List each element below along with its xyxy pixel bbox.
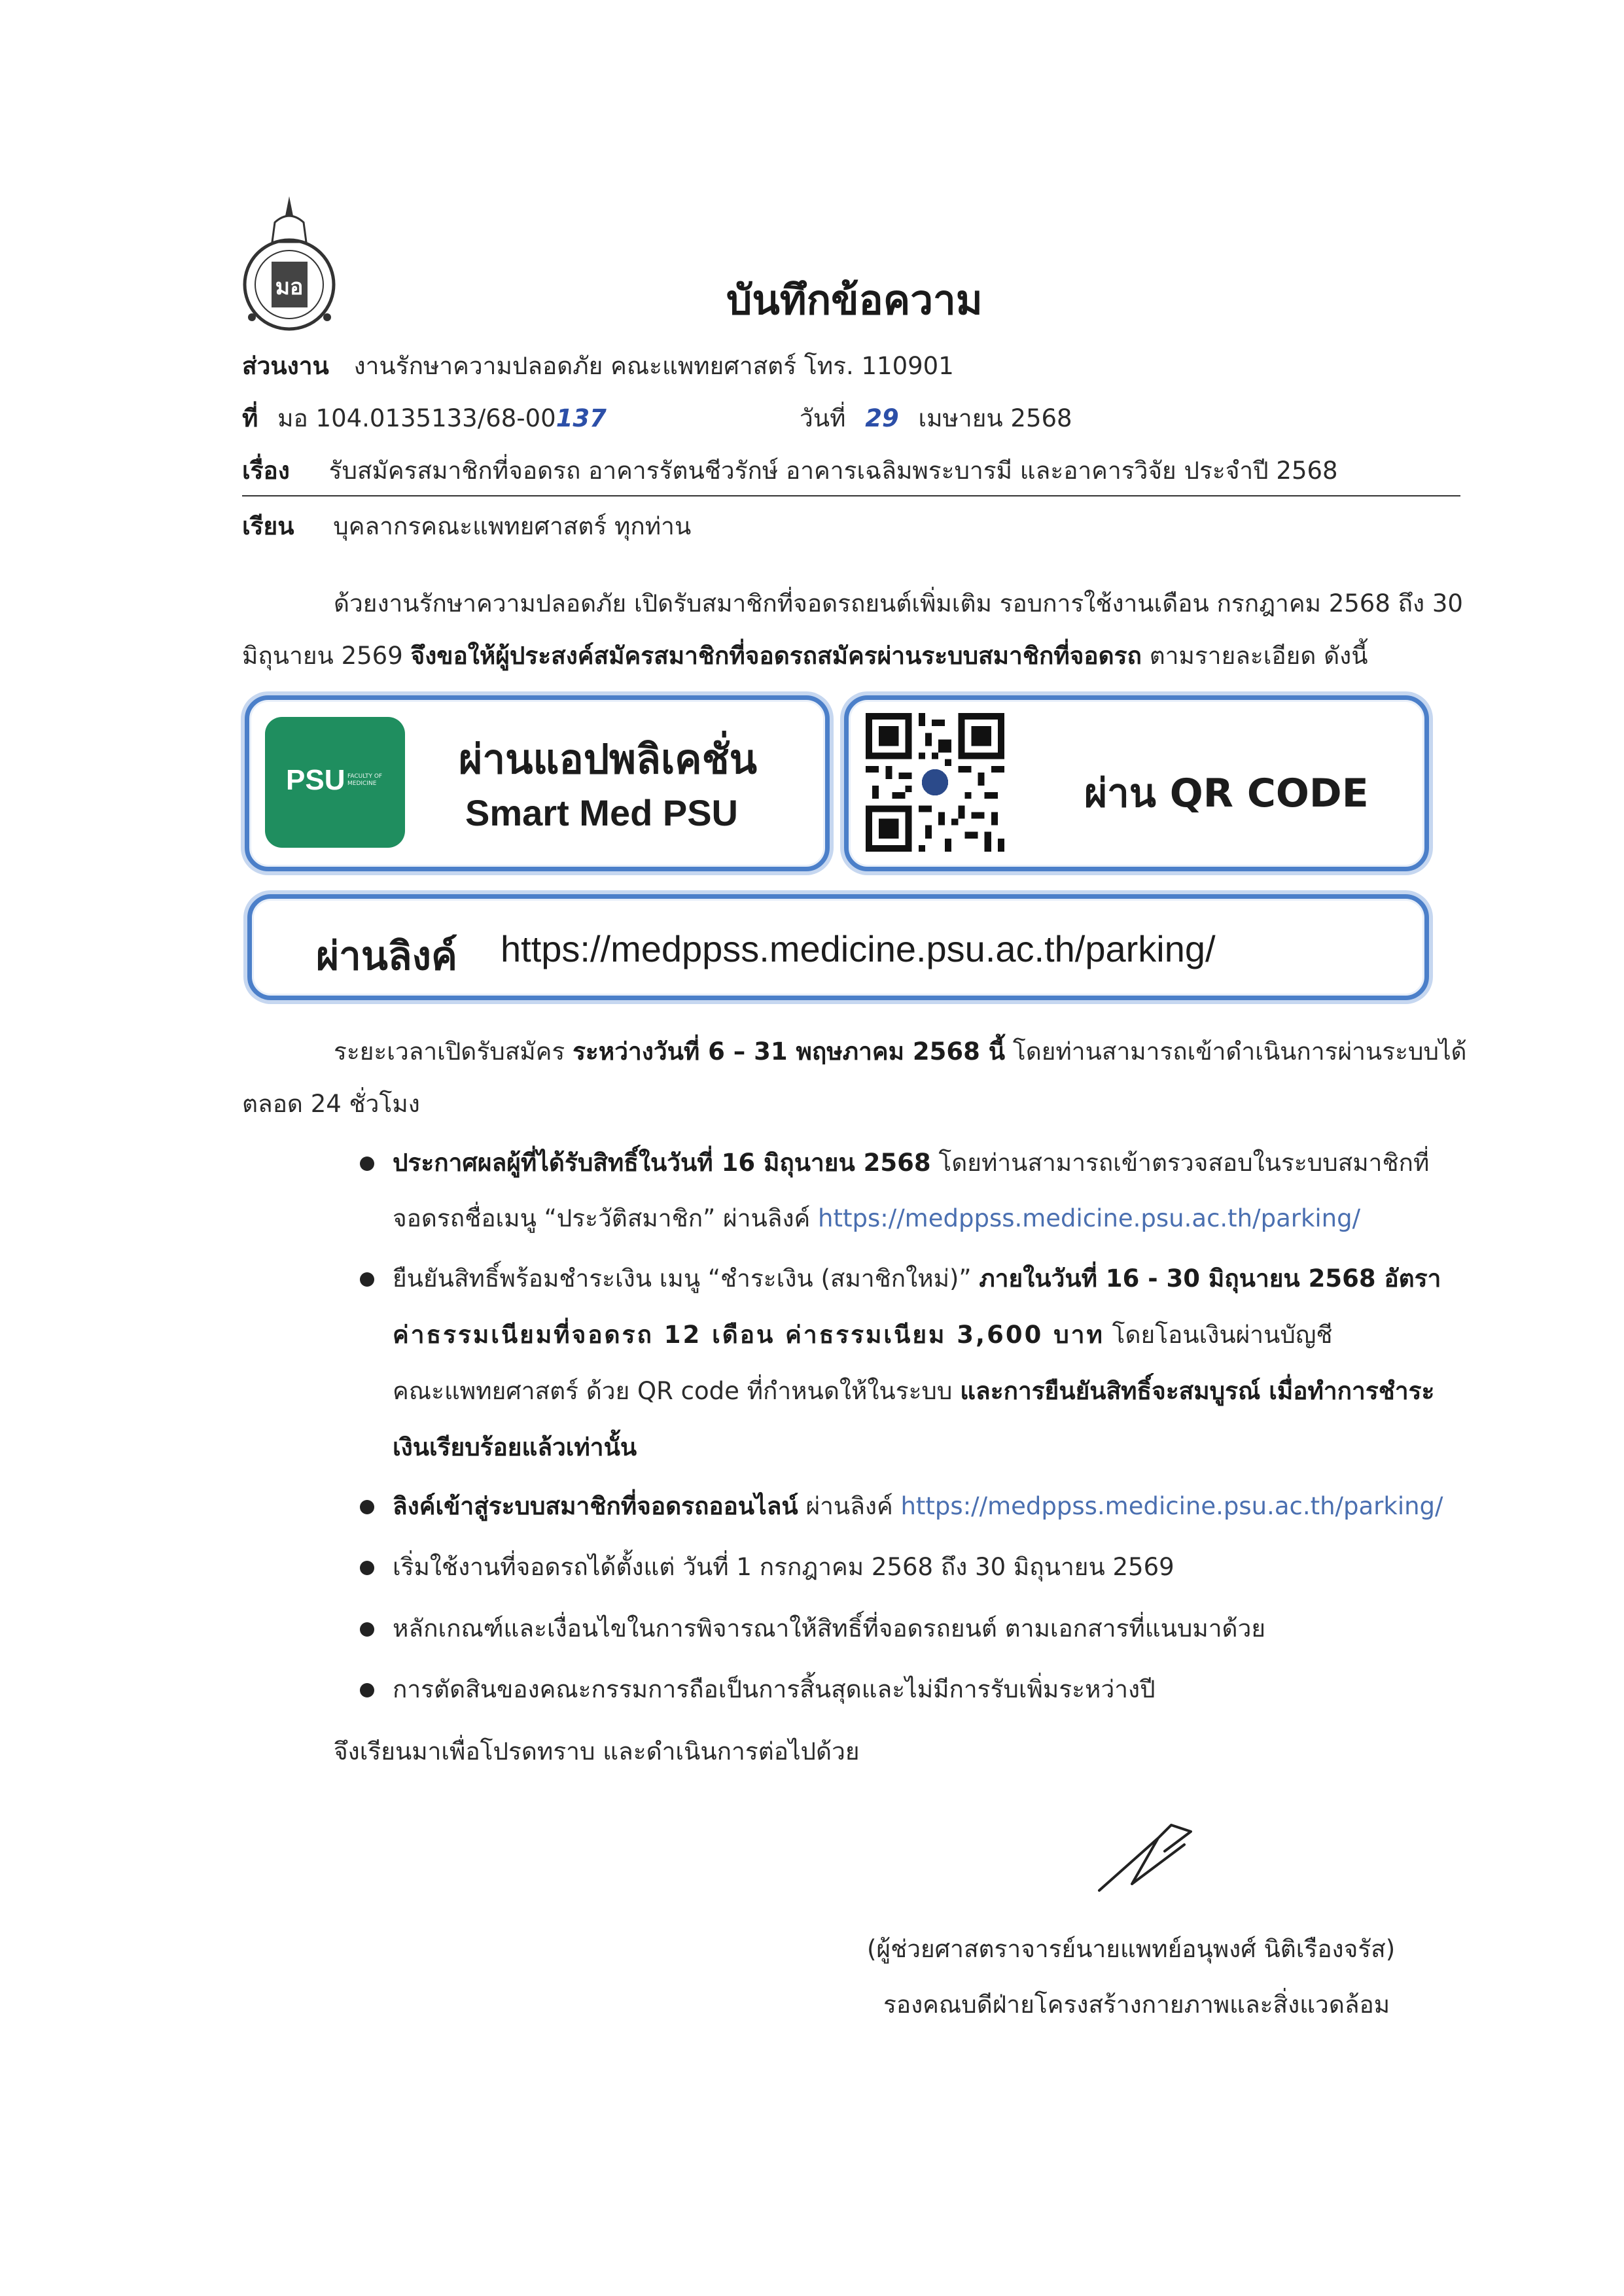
bullet-icon [360, 1272, 374, 1287]
intro-line-2 [242, 628, 1368, 684]
university-seal-logo [236, 196, 344, 334]
announcement-text: โดยท่านสามารถเข้าตรวจสอบในระบบสมาชิกที่ [938, 1149, 1430, 1177]
link-channel-box [247, 894, 1429, 1000]
bullet-icon [360, 1157, 374, 1171]
header-divider [242, 495, 1460, 496]
intro-line-1: ด้วยงานรักษาความปลอดภัย เปิดรับสมาชิกที่จอดรถยนต์เพิ่มเติม รอบการใช้งานเดือน กรกฎาคม 2568 ถึง 30 [334, 589, 1463, 617]
online-system-label: ลิงค์เข้าสู่ระบบสมาชิกที่จอดรถออนไลน์ [393, 1492, 798, 1520]
qr-code-image[interactable] [866, 713, 1004, 852]
reference-label: ที่ [242, 404, 258, 432]
recipient-label: เรียน [242, 512, 294, 540]
fee-amount: ค่าธรรมเนียมที่จอดรถ 12 เดือน ค่าธรรมเนียม 3,600 บาท [393, 1321, 1104, 1349]
bullet-6: การตัดสินของคณะกรรมการถือเป็นการสิ้นสุดและไม่มีการรับเพิ่มระหว่างปี [393, 1675, 1156, 1703]
department-label: ส่วนงาน [242, 352, 329, 380]
period-tail: โดยท่านสามารถเข้าดำเนินการผ่านระบบได้ [1012, 1037, 1467, 1066]
bullet-icon [360, 1622, 374, 1637]
department-value: งานรักษาความปลอดภัย คณะแพทยศาสตร์ โทร. 110901 [353, 352, 954, 380]
bullet-icon [360, 1561, 374, 1575]
member-history-link[interactable]: https://medppss.medicine.psu.ac.th/parking/ [818, 1204, 1361, 1232]
qr-channel-title: ผ่าน QR CODE [1084, 771, 1369, 816]
period-line-2: ตลอด 24 ชั่วโมง [242, 1090, 420, 1118]
bullet-icon [360, 1500, 374, 1514]
subject-row [242, 451, 1338, 490]
bullet-1-line-1 [393, 1135, 1466, 1191]
qr-payment-text: คณะแพทยศาสตร์ ด้วย QR code ที่กำหนดให้ในระบบ [393, 1377, 953, 1405]
date-month-year: เมษายน 2568 [918, 404, 1072, 432]
intro-request: จึงขอให้ผู้ประสงค์สมัครสมาชิกที่จอดรถสมัครผ่านระบบสมาชิกที่จอดรถ [410, 642, 1142, 670]
qr-channel-box [844, 695, 1429, 871]
parking-system-link[interactable]: https://medppss.medicine.psu.ac.th/parking/ [501, 928, 1216, 969]
signer-name: (ผู้ช่วยศาสตราจารย์นายแพทย์อนุพงศ์ นิติเรืองจรัส) [867, 1935, 1396, 1963]
intro-dates: มิถุนายน 2569 [242, 642, 403, 670]
svg-text:มอ: มอ [275, 274, 304, 300]
fee-transfer-text: โดยโอนเงินผ่านบัญชี [1112, 1321, 1333, 1349]
date-label: วันที่ [800, 404, 846, 432]
signer-position: รองคณบดีฝ่ายโครงสร้างกายภาพและสิ่งแวดล้อม [883, 1991, 1390, 2019]
link-channel-label: ผ่านลิงค์ [316, 933, 458, 979]
period-lead: ระยะเวลาเปิดรับสมัคร [334, 1037, 565, 1066]
subject-label: เรื่อง [242, 457, 290, 485]
online-system-link[interactable]: https://medppss.medicine.psu.ac.th/parking/ [900, 1492, 1443, 1520]
app-icon-psu-text: PSU [286, 764, 345, 796]
announcement-date: ประกาศผลผู้ที่ได้รับสิทธิ์ในวันที่ 16 มิถุนายน 2568 [393, 1149, 931, 1177]
payment-deadline: ภายในวันที่ 16 - 30 มิถุนายน 2568 อัตรา [979, 1264, 1441, 1293]
bullet-4: เริ่มใช้งานที่จอดรถได้ตั้งแต่ วันที่ 1 กรกฎาคม 2568 ถึง 30 มิถุนายน 2569 [393, 1553, 1174, 1581]
payment-menu-text: ยืนยันสิทธิ์พร้อมชำระเงิน เมนู “ชำระเงิน (สมาชิกใหม่)” [393, 1264, 972, 1293]
bullet-2-line-1 [393, 1251, 1466, 1307]
app-icon-faculty-text: FACULTY OF MEDICINE [347, 773, 383, 787]
closing-sentence: จึงเรียนมาเพื่อโปรดทราบ และดำเนินการต่อไปด้วย [334, 1737, 860, 1765]
bullet-2-line-2 [393, 1307, 1466, 1363]
smart-med-psu-app-icon [265, 717, 405, 848]
app-channel-title: ผ่านแอปพลิเคชั่น [459, 735, 758, 783]
recipient-row [242, 507, 691, 546]
memo-title: บันทึกข้อความ [726, 276, 983, 324]
bullet-icon [360, 1683, 374, 1697]
bullet-3 [393, 1478, 1466, 1535]
app-channel-box [245, 695, 830, 871]
member-history-menu-text: จอดรถชื่อเมนู “ประวัติสมาชิก” ผ่านลิงค์ [393, 1204, 811, 1232]
via-link-text: ผ่านลิงค์ [805, 1492, 893, 1520]
bullet-2-line-4 [393, 1419, 1466, 1476]
recipient-value: บุคลากรคณะแพทยศาสตร์ ทุกท่าน [333, 512, 692, 540]
reference-row [242, 399, 607, 438]
period-dates: ระหว่างวันที่ 6 – 31 พฤษภาคม 2568 นี้ [573, 1037, 1006, 1066]
confirmation-condition: และการยืนยันสิทธิ์จะสมบูรณ์ เมื่อทำการชำระ [960, 1377, 1435, 1405]
date-day-handwritten: 29 [865, 404, 899, 432]
payment-complete-text: เงินเรียบร้อยแล้วเท่านั้น [393, 1433, 637, 1461]
bullet-5: หลักเกณฑ์และเงื่อนไขในการพิจารณาให้สิทธิ์ที่จอดรถยนต์ ตามเอกสารที่แนบมาด้วย [393, 1614, 1266, 1643]
app-channel-name: Smart Med PSU [465, 792, 738, 833]
date-row [800, 399, 1072, 438]
period-line-1 [334, 1024, 1467, 1080]
intro-tail: ตามรายละเอียด ดังนี้ [1149, 642, 1368, 670]
subject-value: รับสมัครสมาชิกที่จอดรถ อาคารรัตนชีวรักษ์ อาคารเฉลิมพระบารมี และอาคารวิจัย ประจำปี 2568 [328, 457, 1338, 485]
reference-value: มอ 104.0135133/68-00 [277, 404, 556, 432]
bullet-1-line-2 [393, 1191, 1466, 1247]
handwritten-signature [1086, 1812, 1204, 1910]
reference-handwritten-number: 137 [556, 404, 607, 432]
department-row [242, 347, 954, 385]
bullet-2-line-3 [393, 1363, 1466, 1419]
